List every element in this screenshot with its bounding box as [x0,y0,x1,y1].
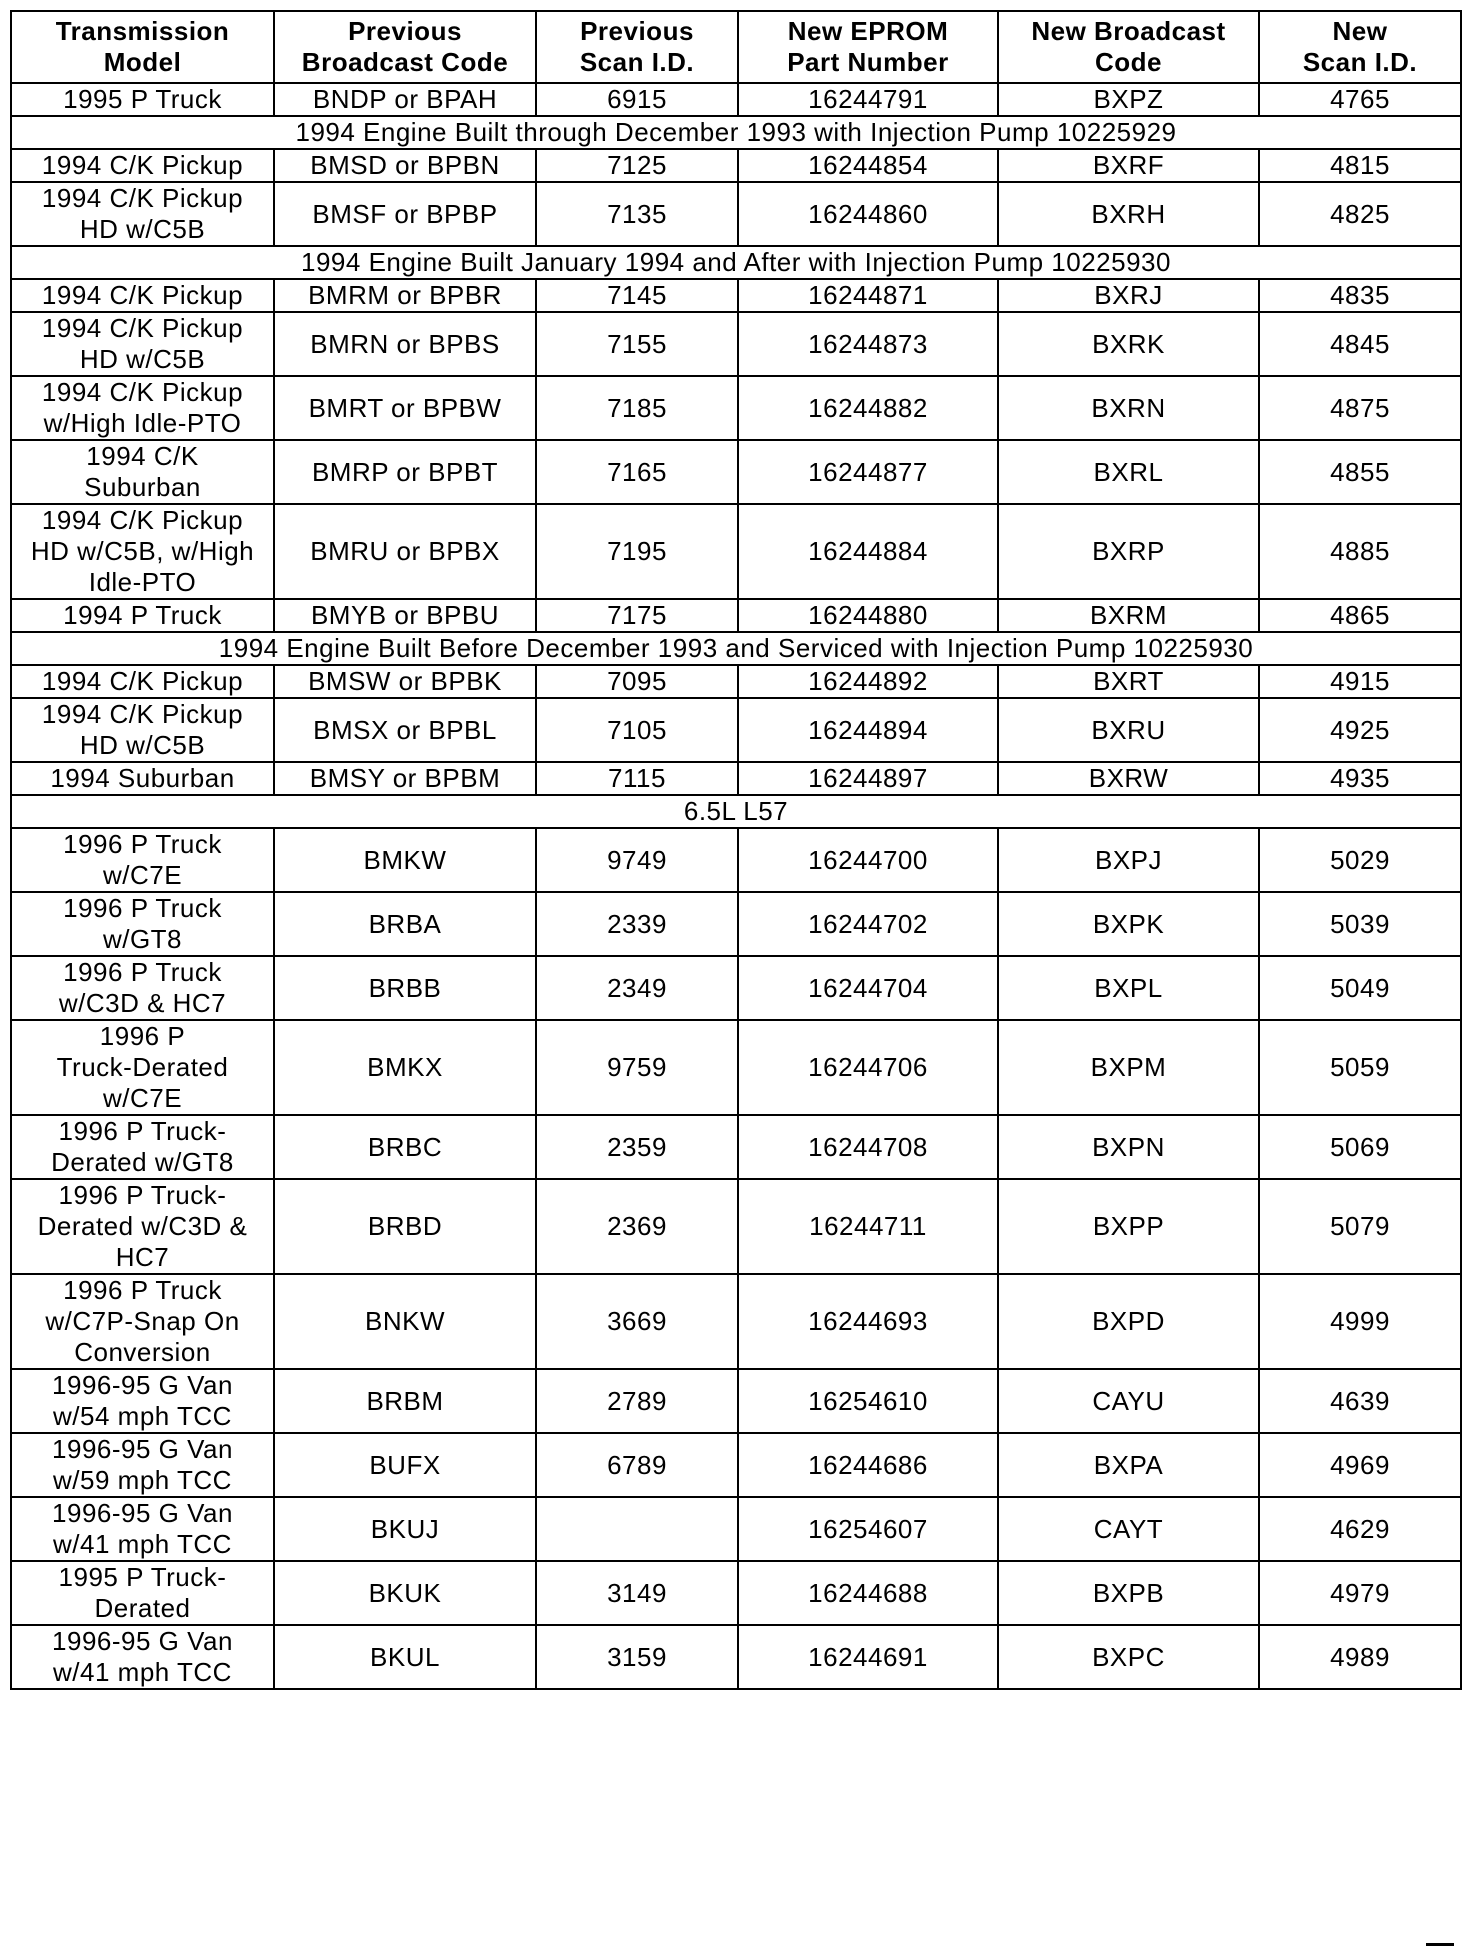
cell-new-broadcast-code: BXPC [998,1625,1259,1689]
cell-previous-scan-id: 9749 [536,828,738,892]
cell-new-scan-id: 4915 [1259,665,1461,698]
cell-new-scan-id: 4885 [1259,504,1461,599]
cell-previous-broadcast-code: BRBM [274,1369,536,1433]
cell-new-eprom-part-number: 16244897 [738,762,998,795]
table-row [11,1497,1461,1561]
section-heading: 1994 Engine Built January 1994 and After with Injection Pump 10225930 [11,246,1461,279]
cell-new-broadcast-code: BXPM [998,1020,1259,1115]
cell-new-scan-id: 4765 [1259,83,1461,116]
cell-transmission-model: 1994 C/K Pickup [11,279,274,312]
cell-new-scan-id: 4999 [1259,1274,1461,1369]
cell-previous-scan-id: 7095 [536,665,738,698]
cell-new-scan-id: 4815 [1259,149,1461,182]
table-row [11,149,1461,182]
table-row [11,1179,1461,1274]
cell-previous-broadcast-code: BNDP or BPAH [274,83,536,116]
cell-new-broadcast-code: BXRN [998,376,1259,440]
cell-previous-scan-id: 7145 [536,279,738,312]
cell-new-broadcast-code: BXRL [998,440,1259,504]
cell-previous-broadcast-code: BKUL [274,1625,536,1689]
cell-previous-broadcast-code: BMSY or BPBM [274,762,536,795]
table-header-row [11,11,1461,83]
table-row [11,665,1461,698]
cell-previous-broadcast-code: BNKW [274,1274,536,1369]
cell-new-broadcast-code: BXRU [998,698,1259,762]
cell-transmission-model: 1996 P Truck-Derated w/C7E [11,1020,274,1115]
cell-new-eprom-part-number: 16244873 [738,312,998,376]
cell-transmission-model: 1994 C/K Pickup HD w/C5B, w/High Idle-PTO [11,504,274,599]
cell-previous-broadcast-code: BKUJ [274,1497,536,1561]
cell-new-eprom-part-number: 16244871 [738,279,998,312]
cell-new-scan-id: 5069 [1259,1115,1461,1179]
cell-previous-broadcast-code: BUFX [274,1433,536,1497]
cell-new-broadcast-code: CAYT [998,1497,1259,1561]
cell-new-broadcast-code: BXRF [998,149,1259,182]
cell-previous-broadcast-code: BMRN or BPBS [274,312,536,376]
cell-transmission-model: 1994 C/K Pickup [11,149,274,182]
header-new-eprom-part-number: New EPROM Part Number [738,11,998,83]
table-row [11,1625,1461,1689]
section-row [11,116,1461,149]
cell-new-eprom-part-number: 16244691 [738,1625,998,1689]
cell-new-scan-id: 4825 [1259,182,1461,246]
section-heading: 6.5L L57 [11,795,1461,828]
cell-previous-broadcast-code: BMSX or BPBL [274,698,536,762]
cell-new-scan-id: 5059 [1259,1020,1461,1115]
cell-previous-broadcast-code: BRBA [274,892,536,956]
cell-new-eprom-part-number: 16244860 [738,182,998,246]
table-row [11,956,1461,1020]
cell-previous-broadcast-code: BMSD or BPBN [274,149,536,182]
table-row [11,599,1461,632]
cell-new-broadcast-code: BXPP [998,1179,1259,1274]
cell-previous-broadcast-code: BMRM or BPBR [274,279,536,312]
cell-new-broadcast-code: BXRJ [998,279,1259,312]
cell-previous-scan-id: 7195 [536,504,738,599]
cell-previous-scan-id: 3669 [536,1274,738,1369]
cell-previous-scan-id: 2339 [536,892,738,956]
cell-new-scan-id: 4925 [1259,698,1461,762]
cell-transmission-model: 1994 P Truck [11,599,274,632]
cell-new-scan-id: 4855 [1259,440,1461,504]
cell-previous-scan-id: 7105 [536,698,738,762]
cell-new-broadcast-code: BXPD [998,1274,1259,1369]
cell-new-eprom-part-number: 16244708 [738,1115,998,1179]
cell-new-eprom-part-number: 16244884 [738,504,998,599]
cell-transmission-model: 1996 P Truck- Derated w/GT8 [11,1115,274,1179]
table-row [11,1561,1461,1625]
cell-previous-scan-id: 7115 [536,762,738,795]
cell-previous-broadcast-code: BMRU or BPBX [274,504,536,599]
cell-previous-broadcast-code: BMRT or BPBW [274,376,536,440]
cell-new-scan-id: 4639 [1259,1369,1461,1433]
cell-previous-scan-id: 7125 [536,149,738,182]
cell-transmission-model: 1994 C/K Pickup w/High Idle-PTO [11,376,274,440]
cell-new-scan-id: 5049 [1259,956,1461,1020]
cell-new-eprom-part-number: 16244711 [738,1179,998,1274]
cell-new-eprom-part-number: 16244693 [738,1274,998,1369]
cell-new-scan-id: 4935 [1259,762,1461,795]
cell-new-eprom-part-number: 16254610 [738,1369,998,1433]
cell-previous-scan-id: 7185 [536,376,738,440]
cell-transmission-model: 1994 C/K Suburban [11,440,274,504]
cell-new-broadcast-code: BXRW [998,762,1259,795]
cell-new-eprom-part-number: 16244791 [738,83,998,116]
cell-new-scan-id: 4845 [1259,312,1461,376]
table-row [11,279,1461,312]
cell-new-eprom-part-number: 16244854 [738,149,998,182]
table-row [11,182,1461,246]
table-row [11,440,1461,504]
cell-previous-scan-id: 6789 [536,1433,738,1497]
cell-new-eprom-part-number: 16244880 [738,599,998,632]
cell-new-eprom-part-number: 16244877 [738,440,998,504]
cell-new-eprom-part-number: 16244704 [738,956,998,1020]
cell-new-scan-id: 4875 [1259,376,1461,440]
cell-new-eprom-part-number: 16244894 [738,698,998,762]
section-heading: 1994 Engine Built Before December 1993 and Serviced with Injection Pump 10225930 [11,632,1461,665]
table-row [11,376,1461,440]
table-row [11,1369,1461,1433]
cell-transmission-model: 1994 C/K Pickup HD w/C5B [11,698,274,762]
cell-previous-broadcast-code: BRBB [274,956,536,1020]
cell-new-broadcast-code: BXPN [998,1115,1259,1179]
cell-previous-scan-id [536,1497,738,1561]
cell-new-scan-id: 4979 [1259,1561,1461,1625]
cell-new-eprom-part-number: 16244882 [738,376,998,440]
cell-previous-scan-id: 6915 [536,83,738,116]
table-row [11,698,1461,762]
cell-new-eprom-part-number: 16254607 [738,1497,998,1561]
cell-previous-broadcast-code: BMSF or BPBP [274,182,536,246]
eprom-conversion-table [10,10,1462,1690]
cell-transmission-model: 1994 C/K Pickup HD w/C5B [11,182,274,246]
cell-previous-broadcast-code: BMKW [274,828,536,892]
cell-transmission-model: 1994 C/K Pickup [11,665,274,698]
table-row [11,828,1461,892]
cell-transmission-model: 1995 P Truck [11,83,274,116]
cell-transmission-model: 1994 Suburban [11,762,274,795]
cell-previous-broadcast-code: BMYB or BPBU [274,599,536,632]
header-new-broadcast-code: New Broadcast Code [998,11,1259,83]
cell-transmission-model: 1996 P Truck w/GT8 [11,892,274,956]
section-row [11,246,1461,279]
header-previous-broadcast-code: Previous Broadcast Code [274,11,536,83]
cell-new-scan-id: 4865 [1259,599,1461,632]
table-row [11,1274,1461,1369]
cell-transmission-model: 1996 P Truck w/C3D & HC7 [11,956,274,1020]
cell-new-broadcast-code: BXPL [998,956,1259,1020]
cell-new-broadcast-code: BXRK [998,312,1259,376]
cell-new-scan-id: 5079 [1259,1179,1461,1274]
cell-new-scan-id: 4989 [1259,1625,1461,1689]
cell-previous-broadcast-code: BMKX [274,1020,536,1115]
cell-previous-scan-id: 9759 [536,1020,738,1115]
page-corner-mark [1426,1943,1454,1946]
cell-new-eprom-part-number: 16244706 [738,1020,998,1115]
table-body [11,83,1461,1689]
cell-previous-scan-id: 7155 [536,312,738,376]
cell-previous-scan-id: 2369 [536,1179,738,1274]
table-row [11,312,1461,376]
cell-new-broadcast-code: BXRT [998,665,1259,698]
cell-previous-scan-id: 7175 [536,599,738,632]
cell-previous-scan-id: 3149 [536,1561,738,1625]
cell-new-eprom-part-number: 16244700 [738,828,998,892]
table-row [11,1020,1461,1115]
cell-new-scan-id: 4629 [1259,1497,1461,1561]
cell-previous-broadcast-code: BMSW or BPBK [274,665,536,698]
table-row [11,504,1461,599]
cell-transmission-model: 1995 P Truck- Derated [11,1561,274,1625]
cell-new-broadcast-code: BXRH [998,182,1259,246]
cell-transmission-model: 1996-95 G Van w/41 mph TCC [11,1625,274,1689]
cell-transmission-model: 1996-95 G Van w/54 mph TCC [11,1369,274,1433]
section-row [11,795,1461,828]
cell-previous-scan-id: 2359 [536,1115,738,1179]
table-row [11,762,1461,795]
cell-new-eprom-part-number: 16244688 [738,1561,998,1625]
cell-new-eprom-part-number: 16244702 [738,892,998,956]
cell-new-eprom-part-number: 16244686 [738,1433,998,1497]
section-heading: 1994 Engine Built through December 1993 with Injection Pump 10225929 [11,116,1461,149]
cell-new-scan-id: 5039 [1259,892,1461,956]
table-row [11,1115,1461,1179]
table-row [11,1433,1461,1497]
cell-previous-scan-id: 7135 [536,182,738,246]
header-previous-scan-id: Previous Scan I.D. [536,11,738,83]
cell-new-broadcast-code: BXPK [998,892,1259,956]
cell-transmission-model: 1996 P Truck w/C7E [11,828,274,892]
cell-previous-scan-id: 3159 [536,1625,738,1689]
cell-new-broadcast-code: CAYU [998,1369,1259,1433]
cell-new-broadcast-code: BXPB [998,1561,1259,1625]
cell-previous-scan-id: 2349 [536,956,738,1020]
cell-new-eprom-part-number: 16244892 [738,665,998,698]
table-row [11,892,1461,956]
cell-new-broadcast-code: BXRP [998,504,1259,599]
cell-new-broadcast-code: BXPA [998,1433,1259,1497]
cell-transmission-model: 1996-95 G Van w/41 mph TCC [11,1497,274,1561]
table-row [11,83,1461,116]
cell-previous-scan-id: 7165 [536,440,738,504]
cell-transmission-model: 1996 P Truck- Derated w/C3D & HC7 [11,1179,274,1274]
header-new-scan-id: New Scan I.D. [1259,11,1461,83]
cell-previous-scan-id: 2789 [536,1369,738,1433]
cell-transmission-model: 1996 P Truck w/C7P-Snap On Conversion [11,1274,274,1369]
cell-previous-broadcast-code: BRBD [274,1179,536,1274]
cell-new-broadcast-code: BXPJ [998,828,1259,892]
cell-new-scan-id: 4835 [1259,279,1461,312]
cell-new-scan-id: 4969 [1259,1433,1461,1497]
header-transmission-model: Transmission Model [11,11,274,83]
cell-previous-broadcast-code: BRBC [274,1115,536,1179]
cell-transmission-model: 1994 C/K Pickup HD w/C5B [11,312,274,376]
cell-transmission-model: 1996-95 G Van w/59 mph TCC [11,1433,274,1497]
section-row [11,632,1461,665]
cell-previous-broadcast-code: BKUK [274,1561,536,1625]
cell-previous-broadcast-code: BMRP or BPBT [274,440,536,504]
cell-new-broadcast-code: BXRM [998,599,1259,632]
cell-new-scan-id: 5029 [1259,828,1461,892]
cell-new-broadcast-code: BXPZ [998,83,1259,116]
